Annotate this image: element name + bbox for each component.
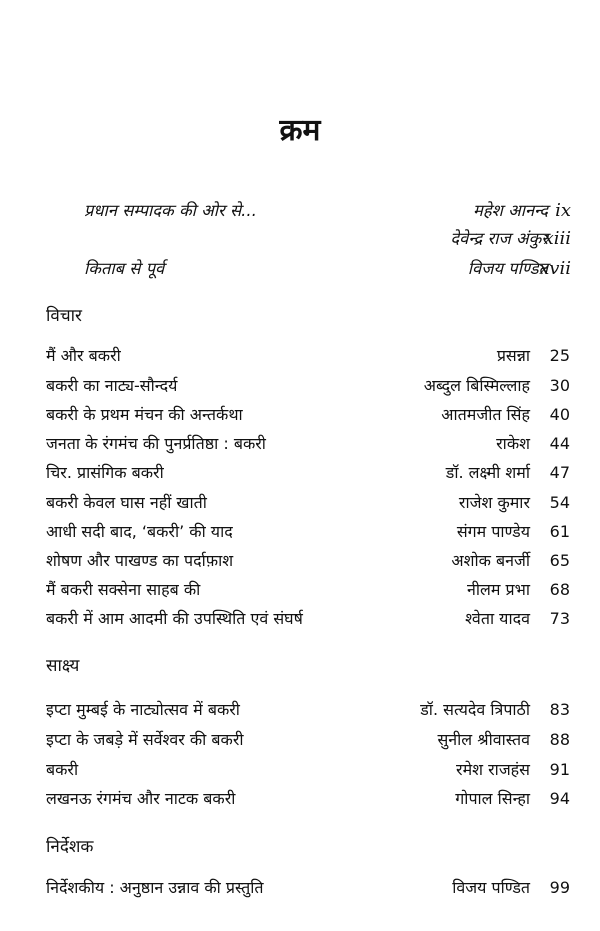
toc-entry — [0, 518, 600, 546]
toc-entry — [0, 547, 600, 575]
entry-title: इप्टा के जबड़े में सर्वेश्वर की बकरी — [46, 730, 244, 749]
section-heading: विचार — [46, 306, 83, 326]
section-heading: साक्ष्य — [46, 656, 80, 676]
entry-author: सुनील श्रीवास्तव — [437, 730, 530, 749]
entry-title: मैं बकरी सक्सेना साहब की — [46, 580, 201, 599]
entry-page: 88 — [549, 730, 570, 749]
entry-title: मैं और बकरी — [46, 346, 121, 365]
toc-entry — [0, 489, 600, 517]
toc-entry — [0, 401, 600, 429]
entry-page: 47 — [549, 463, 570, 482]
entry-author: राजेश कुमार — [458, 493, 530, 512]
toc-entry — [0, 459, 600, 487]
entry-author: अशोक बनर्जी — [451, 551, 530, 570]
entry-title: बकरी का नाट्य-सौन्दर्य — [46, 376, 178, 395]
entry-title: निर्देशकीय : अनुष्ठान उन्नाव की प्रस्तुति — [46, 878, 264, 897]
entry-author: डॉ. सत्यदेव त्रिपाठी — [420, 700, 530, 719]
entry-page: 73 — [549, 609, 570, 628]
toc-entry — [0, 342, 600, 370]
entry-author: अब्दुल बिस्मिल्लाह — [423, 376, 530, 395]
toc-entry — [0, 197, 600, 225]
entry-author: रमेश राजहंस — [456, 760, 530, 779]
entry-title: बकरी के प्रथम मंचन की अन्तर्कथा — [46, 405, 243, 424]
toc-entry — [0, 605, 600, 633]
toc-entry — [0, 225, 600, 253]
section-heading: निर्देशक — [46, 837, 94, 857]
toc-entry — [0, 785, 600, 813]
entry-author: आतमजीत सिंह — [441, 405, 530, 424]
entry-title: चिर. प्रासंगिक बकरी — [46, 463, 164, 482]
entry-author: राकेश — [496, 434, 530, 453]
entry-title: बकरी में आम आदमी की उपस्थिति एवं संघर्ष — [46, 609, 303, 628]
entry-page: xiii — [543, 228, 571, 249]
entry-page: 83 — [549, 700, 570, 719]
entry-title: शोषण और पाखण्ड का पर्दाफ़ाश — [46, 551, 234, 570]
toc-entry — [0, 756, 600, 784]
entry-title: बकरी — [46, 760, 79, 779]
entry-page: 54 — [549, 493, 570, 512]
entry-title: प्रधान सम्पादक की ओर से... — [84, 201, 257, 220]
entry-title: लखनऊ रंगमंच और नाटक बकरी — [46, 789, 236, 808]
toc-entry — [0, 430, 600, 458]
entry-title: किताब से पूर्व — [84, 259, 165, 278]
entry-author: नीलम प्रभा — [466, 580, 530, 599]
entry-author: महेश आनन्द — [473, 201, 548, 220]
entry-page: 65 — [549, 551, 570, 570]
entry-title: बकरी केवल घास नहीं खाती — [46, 493, 207, 512]
page-title: क्रम — [279, 113, 321, 148]
toc-entry — [0, 576, 600, 604]
entry-page: 44 — [549, 434, 570, 453]
entry-author: विजय पण्डित — [452, 878, 530, 897]
toc-entry — [0, 696, 600, 724]
toc-entry — [0, 726, 600, 754]
entry-page: 94 — [549, 789, 570, 808]
entry-page: xvii — [539, 258, 571, 279]
entry-page: 61 — [549, 522, 570, 541]
toc-entry — [0, 874, 600, 902]
entry-author: विजय पण्डित — [467, 259, 548, 278]
toc-entry — [0, 372, 600, 400]
entry-page: 68 — [549, 580, 570, 599]
entry-page: 25 — [549, 346, 570, 365]
entry-title: इप्टा मुम्बई के नाट्योत्सव में बकरी — [46, 700, 240, 719]
entry-author: देवेन्द्र राज अंकुर — [450, 229, 548, 248]
entry-author: संगम पाण्डेय — [456, 522, 530, 541]
entry-page: 40 — [549, 405, 570, 424]
entry-author: डॉ. लक्ष्मी शर्मा — [445, 463, 530, 482]
entry-page: ix — [555, 200, 571, 221]
entry-page: 91 — [549, 760, 570, 779]
entry-page: 30 — [549, 376, 570, 395]
entry-page: 99 — [549, 878, 570, 897]
toc-entry — [0, 255, 600, 283]
entry-title: आधी सदी बाद, ‘बकरी’ की याद — [46, 522, 233, 541]
entry-author: श्वेता यादव — [465, 609, 530, 628]
entry-title: जनता के रंगमंच की पुनर्प्रतिष्ठा : बकरी — [46, 434, 266, 453]
entry-author: गोपाल सिन्हा — [455, 789, 530, 808]
entry-author: प्रसन्ना — [496, 346, 530, 365]
